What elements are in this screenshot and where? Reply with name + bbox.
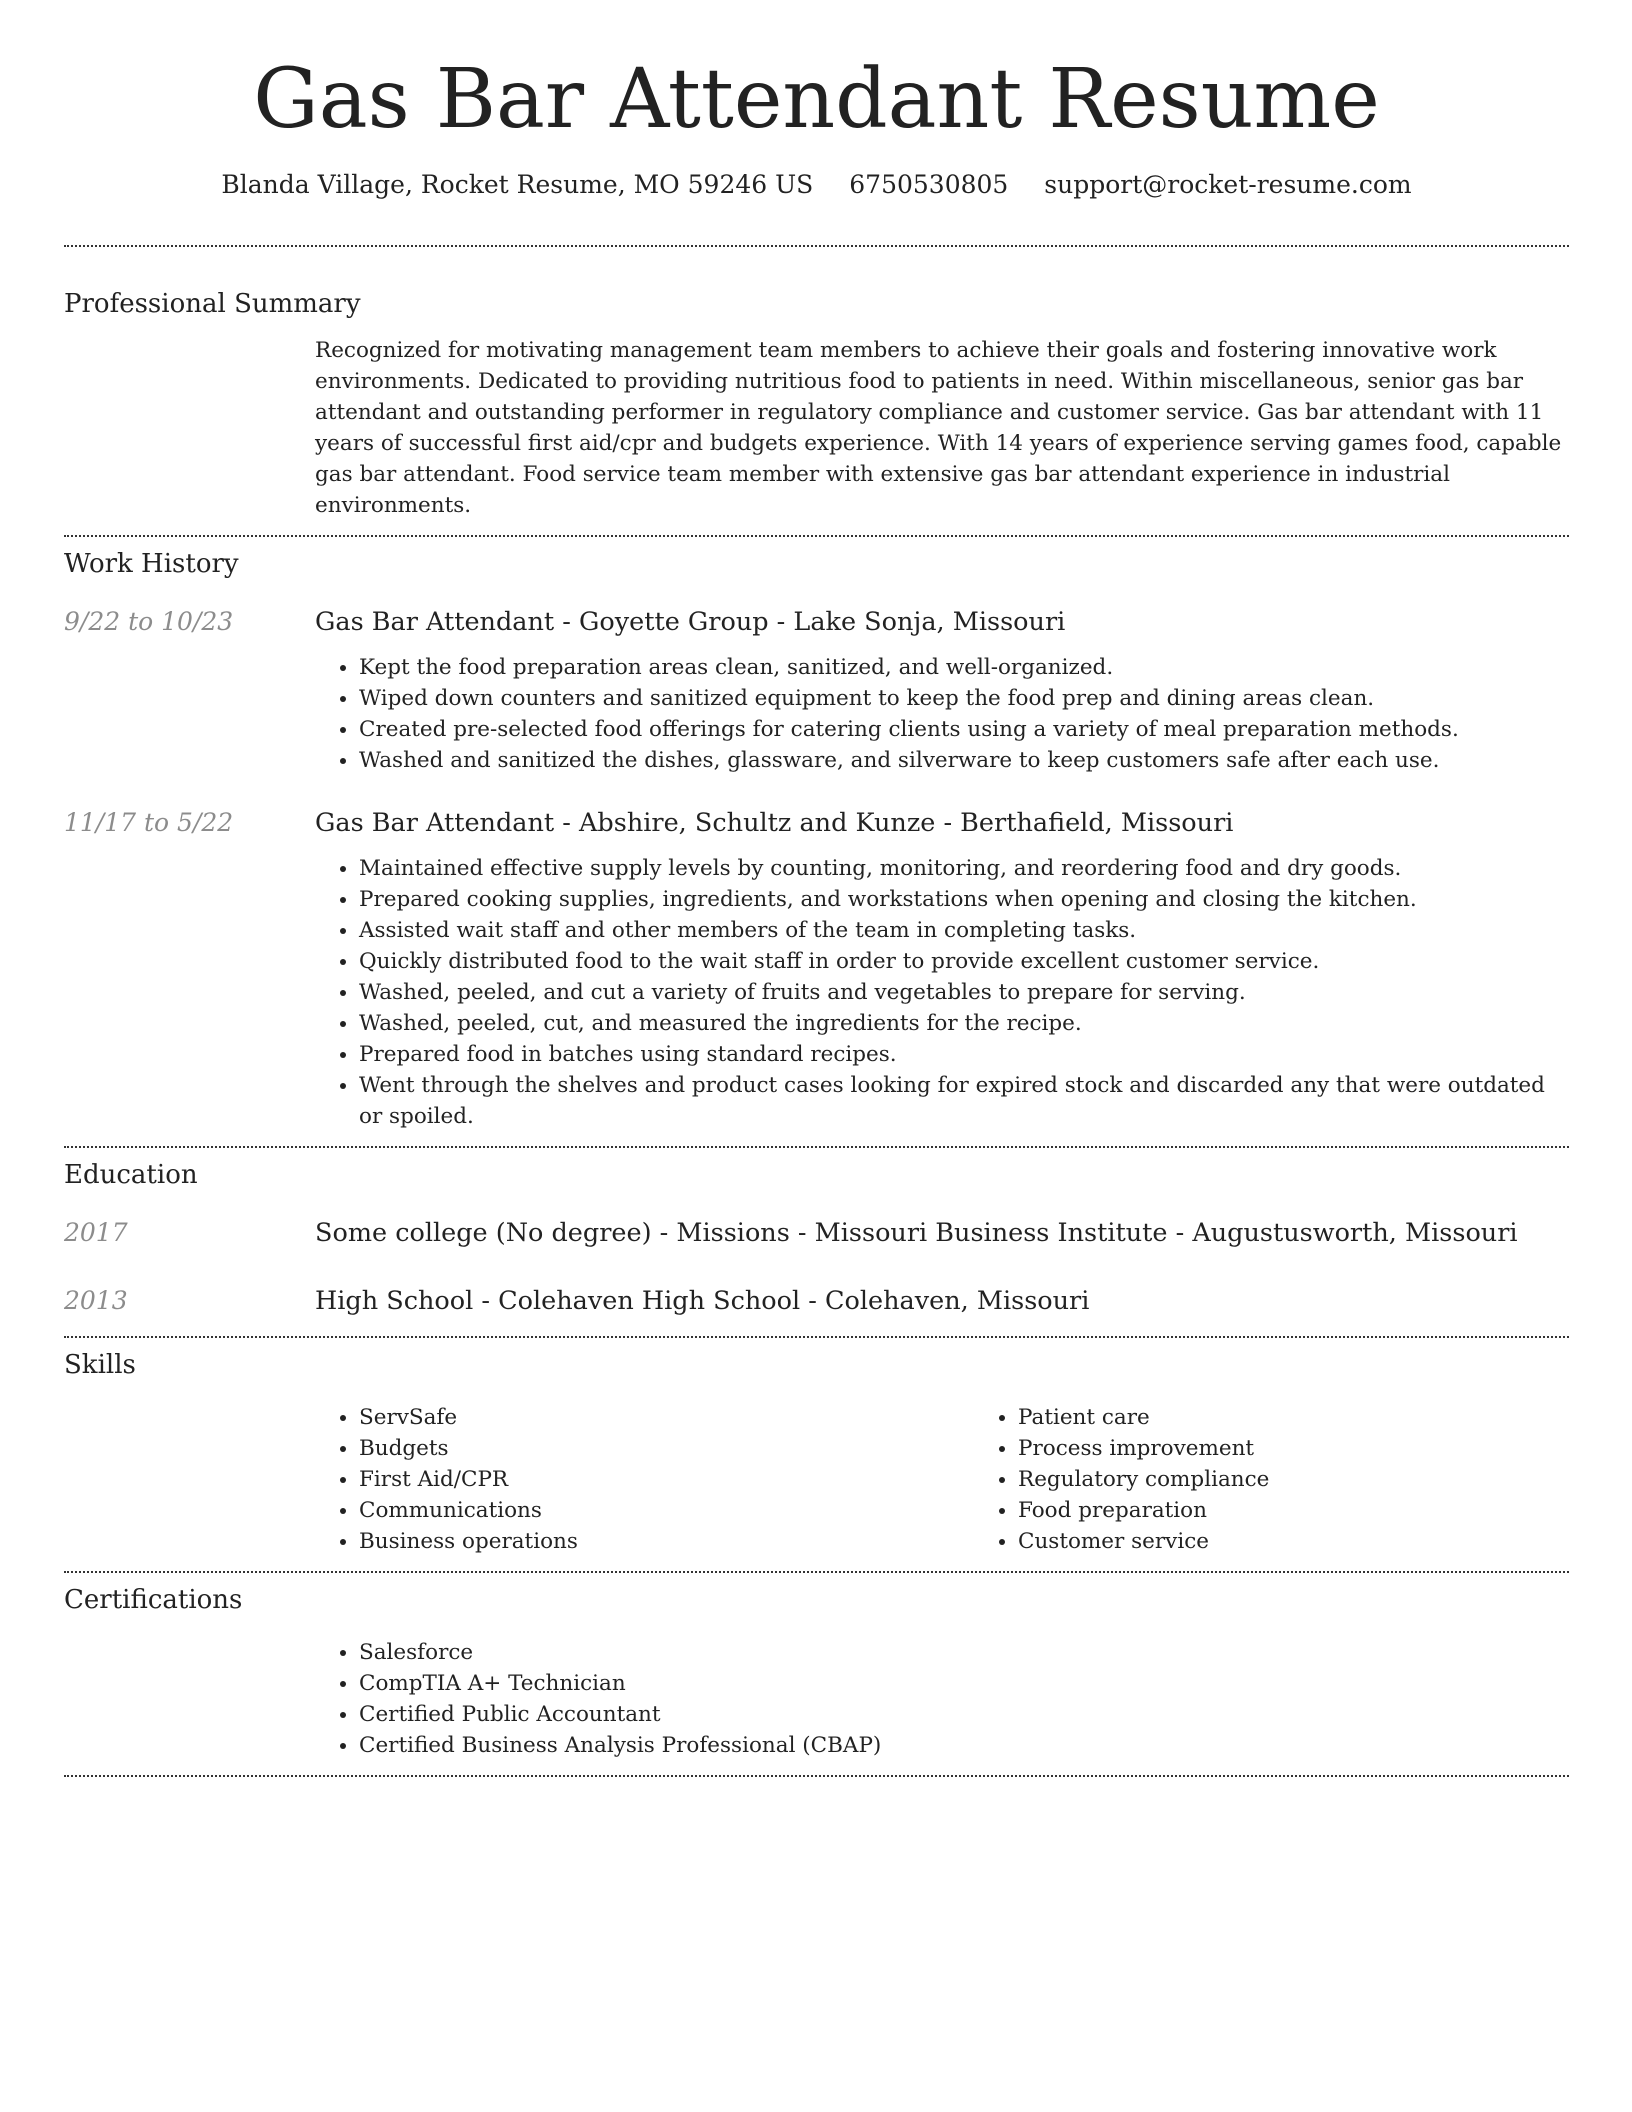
education-text: Some college (No degree) - Missions - Missouri Business Institute - Augustusworth, Missouri (315, 1218, 1518, 1248)
education-year: 2013 (64, 1286, 128, 1315)
skill-item: • Food preparation (1018, 1495, 1632, 1526)
education-heading: Education (64, 1160, 198, 1190)
skills-list-left (315, 1402, 974, 1557)
skill-item: • Patient care (1018, 1402, 1632, 1433)
skills-list-right (974, 1402, 1632, 1557)
job-entry (64, 605, 1569, 776)
contact-address: Blanda Village, Rocket Resume, MO 59246 US (221, 170, 814, 199)
skill-item: • Regulatory compliance (1018, 1464, 1632, 1495)
job-bullet: • Wiped down counters and sanitized equipment to keep the food prep and dining areas clean. (359, 683, 1569, 714)
certifications-row (64, 1637, 1569, 1761)
summary-text: Recognized for motivating management team members to achieve their goals and fostering innovative work environments. Dedicated to providing nutritious food to patients in need. Within miscellaneous, senior gas bar attendant and outstanding performer in regulatory compliance and customer service. Gas bar attendant with 11 years of successful first aid/cpr and budgets experience. With 14 years of experience serving games food, capable gas bar attendant. Food service team member with extensive gas bar attendant experience in industrial environments. (315, 338, 1562, 518)
certification-item: • Salesforce (359, 1637, 1569, 1668)
skill-item: • ServSafe (359, 1402, 974, 1433)
job-dates: 9/22 to 10/23 (64, 607, 234, 636)
job-bullet: • Prepared cooking supplies, ingredients, and workstations when opening and closing the kitchen. (359, 884, 1569, 915)
job-bullets (315, 652, 1569, 776)
job-dates: 11/17 to 5/22 (64, 808, 234, 837)
job-bullet: • Created pre-selected food offerings for catering clients using a variety of meal preparation methods. (359, 714, 1569, 745)
contact-phone: 6750530805 (849, 170, 1009, 199)
job-bullet: • Washed, peeled, cut, and measured the ingredients for the recipe. (359, 1008, 1569, 1039)
job-entry (64, 806, 1569, 1132)
skill-item: • Business operations (359, 1526, 974, 1557)
job-bullet: • Assisted wait staff and other members of the team in completing tasks. (359, 915, 1569, 946)
section-divider (64, 535, 1569, 537)
education-year: 2017 (64, 1218, 128, 1247)
contact-email: support@rocket-resume.com (1044, 170, 1412, 199)
certification-item: • CompTIA A+ Technician (359, 1668, 1569, 1699)
job-bullet: • Went through the shelves and product cases looking for expired stock and discarded any that were outdated or spoiled. (359, 1070, 1569, 1132)
contact-line (64, 168, 1569, 202)
job-bullet: • Maintained effective supply levels by counting, monitoring, and reordering food and dry goods. (359, 853, 1569, 884)
work-history-heading: Work History (64, 549, 239, 579)
summary-row (64, 335, 1569, 521)
skill-item: • Communications (359, 1495, 974, 1526)
job-bullet: • Washed and sanitized the dishes, glassware, and silverware to keep customers safe after each use. (359, 745, 1569, 776)
certification-item: • Certified Business Analysis Professional (CBAP) (359, 1730, 1569, 1761)
job-bullet: • Kept the food preparation areas clean, sanitized, and well-organized. (359, 652, 1569, 683)
job-title: Gas Bar Attendant - Abshire, Schultz and Kunze - Berthafield, Missouri (315, 808, 1234, 838)
education-entry (64, 1216, 1569, 1250)
skills-heading: Skills (64, 1350, 136, 1380)
skills-row (64, 1402, 1569, 1557)
certifications-list (315, 1637, 1569, 1761)
section-divider (64, 1775, 1569, 1777)
education-text: High School - Colehaven High School - Colehaven, Missouri (315, 1286, 1090, 1316)
skill-item: • Process improvement (1018, 1433, 1632, 1464)
job-bullet: • Quickly distributed food to the wait staff in order to provide excellent customer service. (359, 946, 1569, 977)
skill-item: • Customer service (1018, 1526, 1632, 1557)
job-bullet: • Prepared food in batches using standard recipes. (359, 1039, 1569, 1070)
section-divider (64, 1571, 1569, 1573)
job-bullets (315, 853, 1569, 1132)
certification-item: • Certified Public Accountant (359, 1699, 1569, 1730)
section-divider (64, 1146, 1569, 1148)
skill-item: • First Aid/CPR (359, 1464, 974, 1495)
education-entry (64, 1284, 1569, 1318)
section-divider (64, 245, 1569, 247)
skill-item: • Budgets (359, 1433, 974, 1464)
certifications-heading: Certifications (64, 1585, 243, 1615)
section-divider (64, 1336, 1569, 1338)
resume-title: Gas Bar Attendant Resume (253, 52, 1380, 147)
job-bullet: • Washed, peeled, and cut a variety of fruits and vegetables to prepare for serving. (359, 977, 1569, 1008)
job-title: Gas Bar Attendant - Goyette Group - Lake Sonja, Missouri (315, 607, 1066, 637)
resume-page (64, 0, 1569, 1777)
summary-heading: Professional Summary (64, 289, 361, 319)
